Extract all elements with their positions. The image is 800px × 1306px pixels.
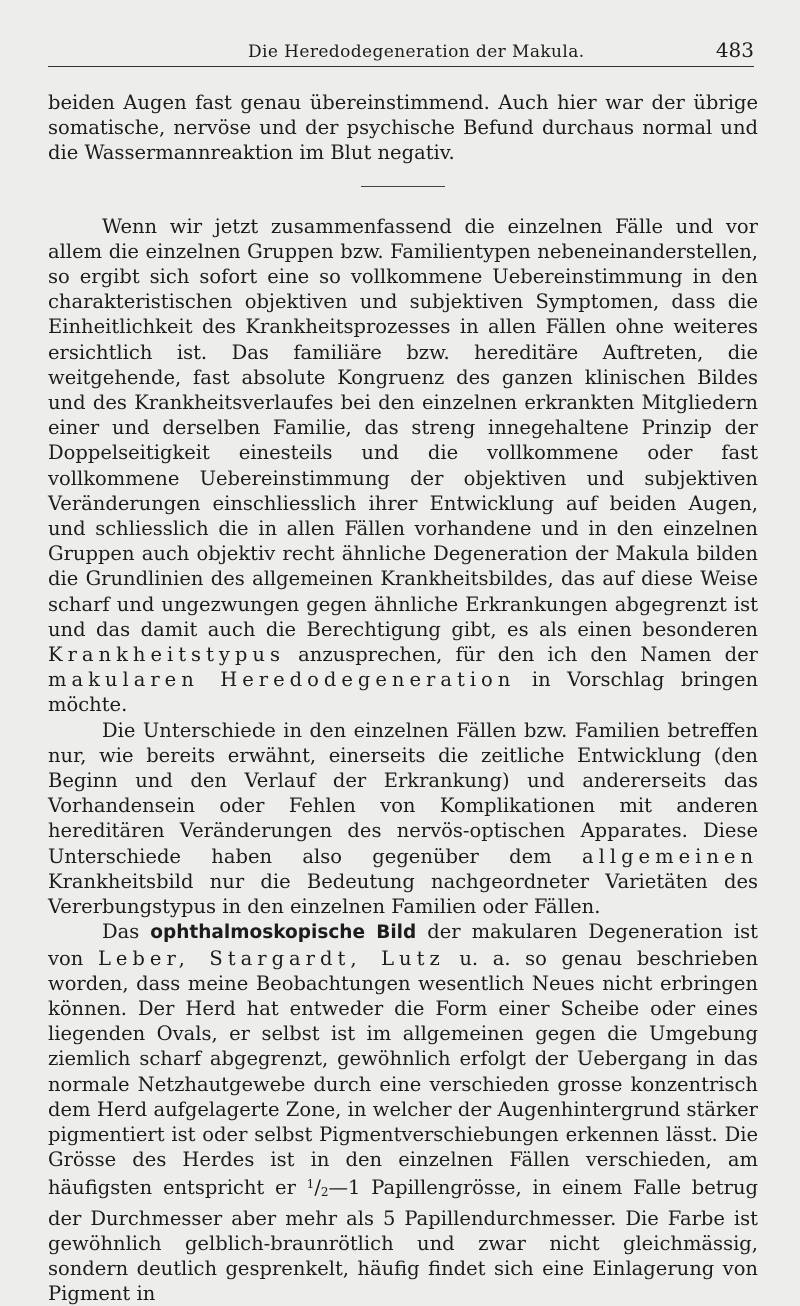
spaced-term: Krankheitstypus xyxy=(48,643,285,667)
body-text xyxy=(48,90,758,1306)
text-run: u. a. so genau beschrieben worden, dass meine Beobachtungen wesentlich Neues nicht erbringen können. Der Herd hat entweder die Form einer Scheibe oder eines liegenden Ovals, er selbst ist im allgemeinen gegen die Umgebung ziemlich scharf abgegrenzt, gewöhnlich erfolgt der Uebergang in das normale Netzhautgewebe durch eine verschieden grosse konzentrisch dem Herd aufgelagerte Zone, in welcher der Augenhintergrund stärker pigmentiert ist oder selbst Pigmentverschiebungen erkennen lässt. Die Grösse des Herdes ist in den einzelnen Fällen verschieden, am häufigsten entspricht er xyxy=(48,946,759,1200)
text-run: Krankheitsbild nur die Bedeutung nachgeordneter Varietäten des Vererbungstypus in den einzelnen Familien oder Fällen. xyxy=(48,869,758,919)
fraction-denominator: 2 xyxy=(320,1185,329,1200)
text-run: Das xyxy=(102,920,140,944)
text-run: der makularen Degeneration ist von xyxy=(48,920,758,970)
text-run: in Vorschlag bringen möchte. xyxy=(48,668,758,717)
spaced-term: makularen Heredodegeneration xyxy=(48,668,516,692)
text-run: Wenn wir jetzt zusammenfassend die einzelnen Fälle und vor allem die einzelnen Gruppen bzw. Familientypen nebeneinanderstellen, so ergibt sich sofort eine so vollkommene Uebereinstimmung in den charakteristischen objektiven und subjektiven Symptomen, dass die Einheitlichkeit des Krankheitsprozesses in allen Fällen ohne weiteres ersichtlich ist. Das familiäre bzw. hereditäre Auftreten, die weitgehende, fast absolute Kongruenz des ganzen klinischen Bildes und des Krankheitsverlaufes bei den einzelnen erkrankten Mitgliedern einer und derselben Familie, das streng innegehaltene Prinzip der Doppelseitigkeit einesteils und die vollkommene oder fast vollkommene Uebereinstimmung der objektiven und subjektiven Veränderungen einschliesslich ihrer Entwicklung auf beiden Augen, und schliesslich die in allen Fällen vorhandene und in den einzelnen Gruppen auch objektiv recht ähnliche Degeneration der Makula bilden die Grundlinien des allgemeinen Krankheitsbildes, das auf diese Weise scharf und ungezwungen gegen ähnliche Erkrankungen abgegrenzt ist und das damit auch die Berechtigung gibt, es als einen besonderen xyxy=(48,214,758,641)
spaced-term: allgemeinen xyxy=(581,844,759,868)
text-run: Die Unterschiede in den einzelnen Fällen bzw. Familien betreffen nur, wie bereits erwähnt, einerseits die zeitliche Entwicklung (den Beginn und den Verlauf der Erkrankung) und andererseits das Vorhandensein oder Fehlen von Komplikationen mit anderen hereditären Veränderungen des nervös-optischen Apparates. Diese Unterschiede haben also gegenüber dem xyxy=(48,718,758,868)
section-divider xyxy=(361,186,445,187)
paragraph-differences xyxy=(48,718,758,920)
text-run: —1 Papillengrösse, in einem Falle betrug der Durchmesser aber mehr als 5 Papillendurchmesser. Die Farbe ist gewöhnlich gelblich-braunrötlich und zwar nicht gleichmässig, sondern deutlich gesprenkelt, häufig findet sich eine Einlagerung von Pigment in xyxy=(48,1176,758,1306)
paragraph-ophthalmoscopic: Das ophthalmoskopische Bild der makularen Degeneration ist von Leber, Stargardt, Lutz u. a. so genau beschrieben worden, dass meine Beobachtungen wesentlich Neues nicht erbringen können. Der Herd hat entweder die Form einer Scheibe oder eines liegenden Ovals, er selbst ist im allgemeinen gegen die Umgebung ziemlich scharf abgegrenzt, gewöhnlich erfolgt der Uebergang in das normale Netzhautgewebe durch eine verschieden grosse konzentrisch dem Herd aufgelagerte Zone, in welcher der Augenhintergrund stärker pigmentiert ist oder selbst Pigmentverschiebungen erkennen lässt. Die Grösse des Herdes ist in den einzelnen Fällen verschieden, am häufigsten entspricht er $^1$/2—1 Papillengrösse, in einem Falle betrug der Durchmesser aber mehr als 5 Papillendurchmesser. Die Farbe ist gewöhnlich gelblich-braunrötlich und zwar nicht gleichmässig, sondern deutlich gesprenkelt, häufig findet sich eine Einlagerung von Pigment in xyxy=(48,920,759,1306)
bold-term: ophthalmoskopische Bild xyxy=(150,922,417,944)
running-header xyxy=(48,36,754,67)
fraction-numerator: 1 xyxy=(306,1177,315,1192)
paragraph-summary xyxy=(48,214,758,718)
text-run: anzusprechen, für den ich den Namen der xyxy=(298,643,759,667)
paragraph-continuation: beiden Augen fast genau übereinstimmend. Auch hier war der übrige somatische, nervöse und der psychische Befund durchaus normal und die Wassermannreaktion im Blut negativ. xyxy=(48,91,758,165)
running-title: Die Heredodegeneration der Makula. xyxy=(248,42,585,62)
spaced-names: Leber, Stargardt, Lutz xyxy=(97,946,445,970)
page-number: 483 xyxy=(715,38,754,62)
